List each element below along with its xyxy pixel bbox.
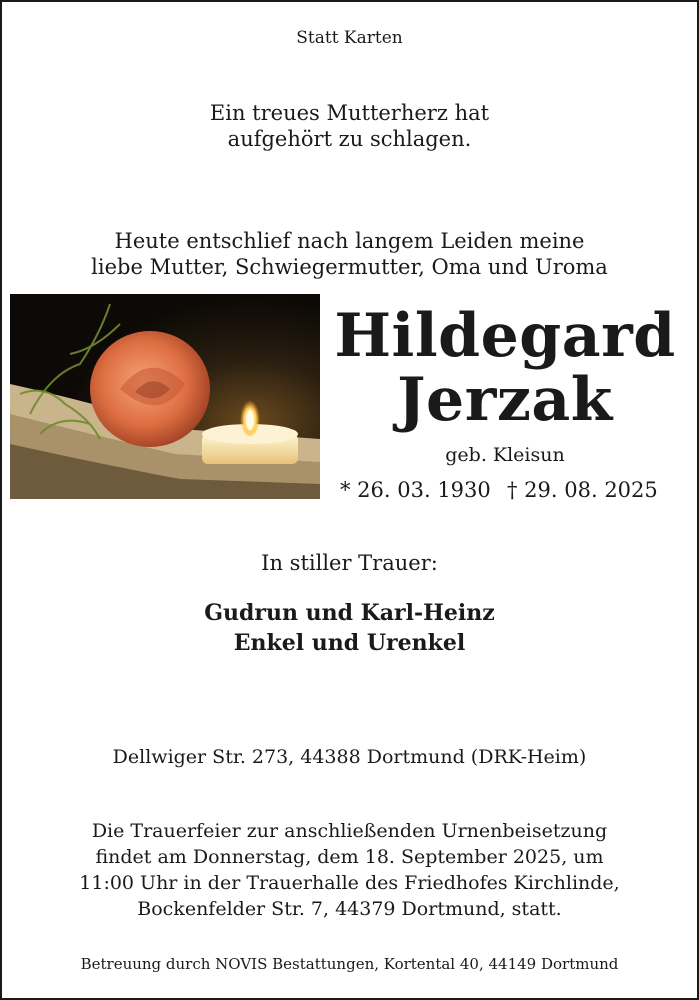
intro-text (0, 228, 699, 280)
ceremony-line: 11:00 Uhr in der Trauerhalle des Friedhofes Kirchlinde, (79, 872, 620, 894)
footer-undertaker: Betreuung durch NOVIS Bestattungen, Kortental 40, 44149 Dortmund (80, 955, 619, 973)
intro-line: liebe Mutter, Schwiegermutter, Oma und Uroma (91, 255, 608, 279)
ceremony-text (0, 818, 699, 922)
intro-line: Heute entschlief nach langem Leiden meine (114, 229, 585, 253)
mourner-line: Enkel und Urenkel (233, 630, 466, 656)
mourners-list (0, 598, 699, 658)
deceased-first-name: Hildegard (334, 301, 676, 371)
header-statt-karten: Statt Karten (296, 28, 403, 48)
ceremony-line: findet am Donnerstag, dem 18. September 2025, um (95, 846, 604, 868)
death-date: † 29. 08. 2025 (507, 478, 658, 502)
motto-line: Ein treues Mutterherz hat (209, 101, 490, 125)
address: Dellwiger Str. 273, 44388 Dortmund (DRK-Heim) (112, 746, 587, 768)
motto (0, 100, 699, 152)
ceremony-line: Bockenfelder Str. 7, 44379 Dortmund, statt. (137, 898, 562, 920)
birth-date: * 26. 03. 1930 (340, 478, 491, 502)
motto-line: aufgehört zu schlagen. (227, 127, 472, 151)
birth-name: geb. Kleisun (445, 444, 565, 466)
deceased-last-name: Jerzak (397, 365, 613, 435)
mourning-label: In stiller Trauer: (261, 551, 438, 575)
mourner-line: Gudrun und Karl-Heinz (204, 600, 495, 626)
ceremony-line: Die Trauerfeier zur anschließenden Urnenbeisetzung (91, 820, 608, 842)
rose-candle-photo (10, 294, 320, 499)
